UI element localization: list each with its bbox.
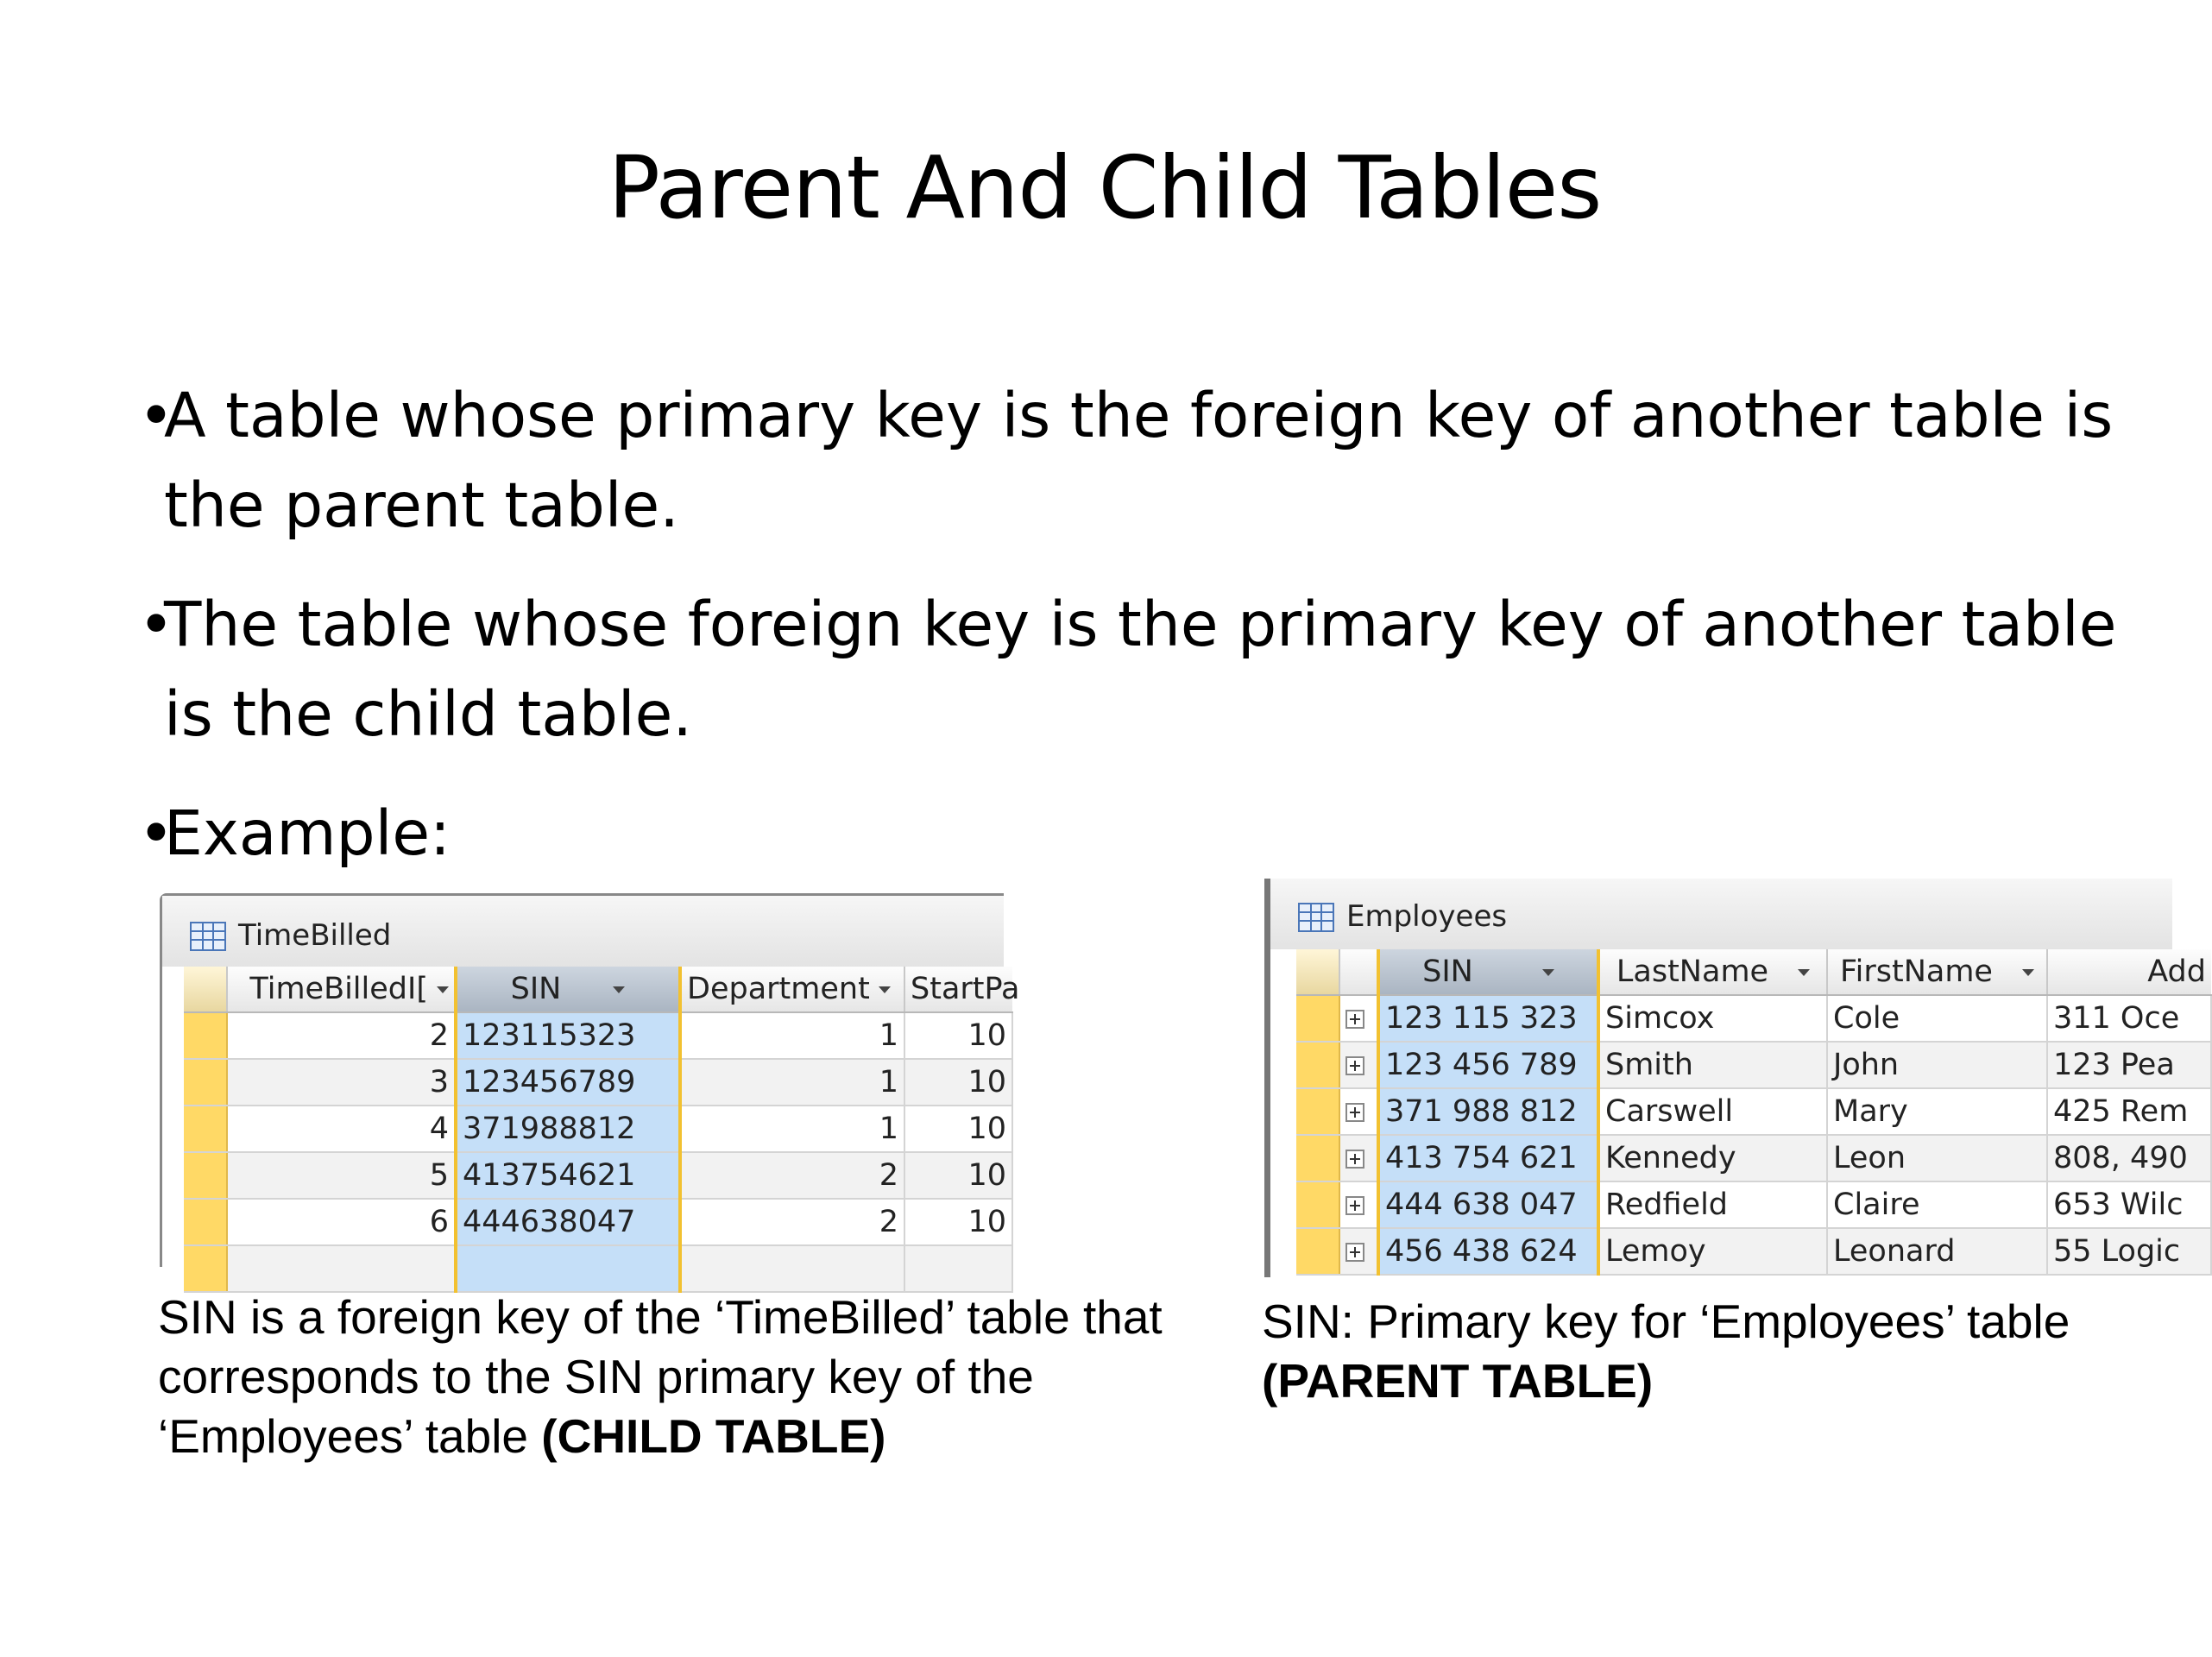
table-row[interactable] (1296, 1181, 2211, 1228)
row-selector[interactable] (184, 1199, 227, 1245)
table-row[interactable] (1296, 1135, 2211, 1181)
table-cell[interactable]: 3 (227, 1059, 456, 1106)
expand-plus-icon[interactable] (1345, 1010, 1364, 1029)
column-header-label: SIN (510, 972, 562, 1006)
caption-text: SIN is a foreign key of the ‘TimeBilled’ table that corresponds to the SIN primary key of the ‘Employees’ table (158, 1290, 1163, 1463)
table-cell[interactable]: 371 988 812 (1378, 1088, 1598, 1135)
column-header-label: StartPa (911, 972, 1020, 1006)
caption-bold: (CHILD TABLE) (541, 1409, 886, 1463)
row-selector[interactable] (1296, 1135, 1339, 1181)
column-header-lastname[interactable] (1598, 949, 1827, 995)
table-cell[interactable]: 311 Oce (2047, 995, 2211, 1042)
table-cell[interactable] (904, 1245, 1012, 1292)
expander-cell[interactable] (1339, 1228, 1378, 1275)
table-cell[interactable]: 1 (680, 1012, 904, 1059)
header-row (1296, 949, 2211, 995)
table-cell[interactable]: 123115323 (456, 1012, 680, 1059)
table-cell[interactable]: 123 115 323 (1378, 995, 1598, 1042)
expand-plus-icon[interactable] (1345, 1196, 1364, 1215)
table-cell[interactable]: 2 (680, 1199, 904, 1245)
employees-grid (1296, 949, 2212, 1276)
column-header-address[interactable] (2047, 949, 2211, 995)
table-cell[interactable]: Mary (1827, 1088, 2047, 1135)
row-selector[interactable] (1296, 1042, 1339, 1088)
table-cell[interactable]: 123 456 789 (1378, 1042, 1598, 1088)
table-cell[interactable]: Carswell (1598, 1088, 1827, 1135)
column-header-department[interactable] (680, 967, 904, 1012)
chevron-down-icon[interactable] (613, 986, 625, 993)
table-cell[interactable]: 444638047 (456, 1199, 680, 1245)
table-cell[interactable]: 10 (904, 1152, 1012, 1199)
bullet-item (138, 580, 2123, 759)
table-cell[interactable]: 425 Rem (2047, 1088, 2211, 1135)
expander-cell[interactable] (1339, 1088, 1378, 1135)
column-header-label: Add (2147, 955, 2206, 989)
bullet-item (138, 371, 2123, 551)
table-cell[interactable]: 2 (227, 1012, 456, 1059)
column-header-label: Department (687, 972, 870, 1006)
table-cell[interactable]: 6 (227, 1199, 456, 1245)
caption-bold: (PARENT TABLE) (1262, 1354, 1654, 1408)
table-cell[interactable] (456, 1245, 680, 1292)
row-selector[interactable] (184, 1106, 227, 1152)
table-row[interactable] (184, 1199, 1012, 1245)
table-cell[interactable]: 1 (680, 1106, 904, 1152)
chevron-down-icon[interactable] (1542, 969, 1554, 976)
employees-tab-bar[interactable] (1270, 879, 2172, 949)
bullet-marker: • (138, 380, 174, 451)
table-cell[interactable]: Kennedy (1598, 1135, 1827, 1181)
table-cell[interactable]: 413754621 (456, 1152, 680, 1199)
table-cell[interactable]: 2 (680, 1152, 904, 1199)
table-cell[interactable]: 413 754 621 (1378, 1135, 1598, 1181)
table-cell[interactable]: Lemoy (1598, 1228, 1827, 1275)
row-selector[interactable] (184, 1245, 227, 1292)
table-icon (190, 922, 226, 951)
table-cell[interactable]: 1 (680, 1059, 904, 1106)
bullet-marker: • (138, 797, 174, 869)
column-header-label: FirstName (1840, 955, 1993, 989)
table-cell[interactable]: 4 (227, 1106, 456, 1152)
expand-plus-icon[interactable] (1345, 1150, 1364, 1169)
table-cell[interactable]: 55 Logic (2047, 1228, 2211, 1275)
table-cell[interactable] (680, 1245, 904, 1292)
table-cell[interactable]: 5 (227, 1152, 456, 1199)
column-header-label: SIN (1422, 955, 1473, 989)
table-cell[interactable]: Redfield (1598, 1181, 1827, 1228)
bullet-item (138, 789, 2123, 879)
table-row[interactable] (184, 1106, 1012, 1152)
row-selector[interactable] (184, 1152, 227, 1199)
column-header-firstname[interactable] (1827, 949, 2047, 995)
row-selector-header[interactable] (184, 967, 227, 1012)
table-cell[interactable]: 10 (904, 1106, 1012, 1152)
timebilled-tab-label[interactable]: TimeBilled (238, 918, 392, 953)
table-row[interactable] (1296, 1228, 2211, 1275)
table-icon (1298, 903, 1334, 932)
table-cell[interactable]: 371988812 (456, 1106, 680, 1152)
table-cell[interactable]: Cole (1827, 995, 2047, 1042)
chevron-down-icon[interactable] (2022, 969, 2034, 976)
column-header-sin[interactable] (1378, 949, 1598, 995)
timebilled-datasheet (160, 893, 1020, 1267)
table-cell[interactable]: 10 (904, 1012, 1012, 1059)
row-selector[interactable] (184, 1059, 227, 1106)
table-cell[interactable]: John (1827, 1042, 2047, 1088)
table-row[interactable] (1296, 1088, 2211, 1135)
expander-cell[interactable] (1339, 1181, 1378, 1228)
column-header-startpay[interactable] (904, 967, 1020, 1012)
table-cell[interactable]: 653 Wilc (2047, 1181, 2211, 1228)
table-row[interactable] (184, 1012, 1012, 1059)
column-header-sin[interactable] (456, 967, 680, 1012)
expander-header (1339, 949, 1378, 995)
expander-cell[interactable] (1339, 995, 1378, 1042)
bullet-text: Example: (164, 797, 451, 869)
bullet-marker: • (138, 589, 174, 660)
table-row[interactable] (1296, 995, 2211, 1042)
row-selector[interactable] (1296, 1181, 1339, 1228)
table-row[interactable] (184, 1152, 1012, 1199)
timebilled-tab-bar[interactable] (162, 896, 1004, 967)
column-header-label: LastName (1616, 955, 1769, 989)
row-selector[interactable] (1296, 995, 1339, 1042)
expander-cell[interactable] (1339, 1042, 1378, 1088)
header-row (184, 967, 1012, 1012)
column-header-timebilledid[interactable] (227, 967, 456, 1012)
timebilled-grid (184, 967, 1020, 1293)
bullet-list (138, 371, 2123, 908)
table-cell[interactable]: Leon (1827, 1135, 2047, 1181)
bullet-text: The table whose foreign key is the primary key of another table is the child table. (164, 589, 2117, 750)
caption-text: SIN: Primary key for ‘Employees’ table (1262, 1295, 2070, 1348)
table-row-new[interactable] (184, 1245, 1012, 1292)
table-cell[interactable]: 123 Pea (2047, 1042, 2211, 1088)
table-cell[interactable]: Simcox (1598, 995, 1827, 1042)
expand-plus-icon[interactable] (1345, 1243, 1364, 1262)
table-row[interactable] (184, 1059, 1012, 1106)
table-cell[interactable]: 456 438 624 (1378, 1228, 1598, 1275)
table-cell[interactable]: 808, 490 (2047, 1135, 2211, 1181)
table-cell[interactable]: 444 638 047 (1378, 1181, 1598, 1228)
expand-plus-icon[interactable] (1345, 1056, 1364, 1075)
expander-cell[interactable] (1339, 1135, 1378, 1181)
expand-plus-icon[interactable] (1345, 1103, 1364, 1122)
table-cell[interactable]: 123456789 (456, 1059, 680, 1106)
employees-datasheet (1264, 879, 2206, 1277)
employees-caption (1262, 1292, 2125, 1411)
table-cell[interactable]: 10 (904, 1199, 1012, 1245)
table-cell[interactable] (227, 1245, 456, 1292)
row-selector-header[interactable] (1296, 949, 1339, 995)
table-cell[interactable]: Claire (1827, 1181, 2047, 1228)
chevron-down-icon[interactable] (437, 986, 449, 993)
bullet-text: A table whose primary key is the foreign key of another table is the parent table. (164, 380, 2114, 541)
column-header-label: TimeBilledI[ (249, 972, 428, 1006)
row-selector[interactable] (1296, 1228, 1339, 1275)
table-cell[interactable]: Smith (1598, 1042, 1827, 1088)
row-selector[interactable] (1296, 1088, 1339, 1135)
table-cell[interactable]: 10 (904, 1059, 1012, 1106)
table-cell[interactable]: Leonard (1827, 1228, 2047, 1275)
employees-tab-label[interactable]: Employees (1346, 899, 1508, 934)
chevron-down-icon[interactable] (879, 986, 891, 993)
table-row[interactable] (1296, 1042, 2211, 1088)
slide-title: Parent And Child Tables (608, 137, 1602, 238)
chevron-down-icon[interactable] (1798, 969, 1810, 976)
row-selector[interactable] (184, 1012, 227, 1059)
timebilled-caption (158, 1288, 1237, 1466)
